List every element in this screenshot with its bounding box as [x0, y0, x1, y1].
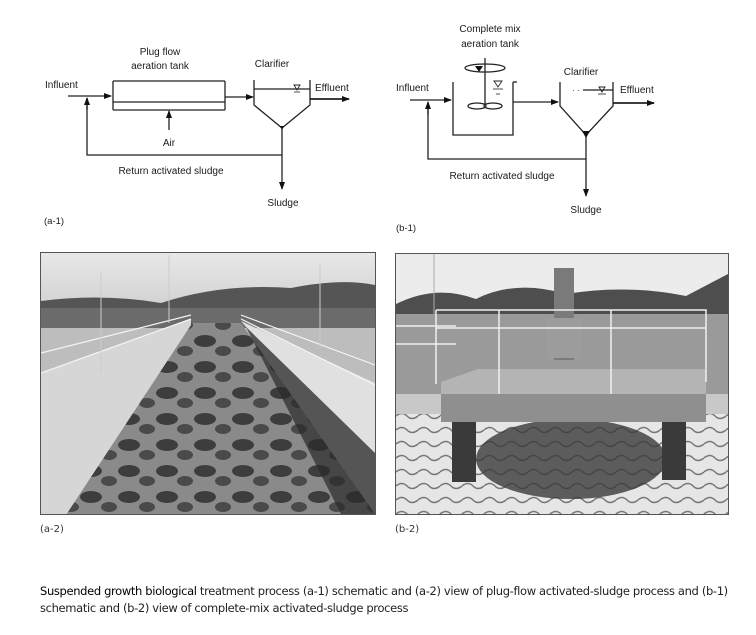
tank-label-line1: Plug flow — [139, 47, 181, 58]
clarifier-label: Clarifier — [254, 59, 290, 70]
svg-text:· ·: · · — [572, 86, 580, 95]
effluent-label: Effluent — [315, 83, 349, 94]
figure-caption — [40, 583, 730, 617]
sludge-label: Sludge — [570, 205, 602, 216]
tank-label-line1: Complete mix — [459, 24, 521, 35]
tank-label-line2: aeration tank — [131, 61, 189, 72]
sludge-label: Sludge — [267, 198, 299, 209]
photo-complete-mix-basin — [395, 253, 729, 515]
air-label: Air — [162, 138, 176, 149]
effluent-label: Effluent — [620, 85, 654, 96]
diagram-complete-mix-schematic — [378, 0, 756, 235]
caption-text: treatment process (a-1) schematic and (a-2) view of plug-flow activated-sludge process and (b-1) schematic and (b-2) view of complete-mix activated-sludge process — [40, 584, 728, 615]
panel-label-a2: (a-2) — [40, 524, 64, 535]
caption-lead: Suspended growth biological — [40, 584, 197, 598]
return-sludge-label: Return activated sludge — [449, 171, 555, 182]
influent-label: Influent — [45, 80, 78, 91]
panel-label-a1: (a-1) — [44, 216, 65, 227]
tank-label-line2: aeration tank — [461, 39, 519, 50]
clarifier-label: Clarifier — [563, 67, 599, 78]
diagram-plug-flow-schematic — [0, 0, 378, 235]
panel-label-b2: (b-2) — [395, 524, 420, 535]
return-sludge-label: Return activated sludge — [118, 166, 224, 177]
photo-plug-flow-basin — [40, 252, 376, 515]
influent-label: Influent — [396, 83, 429, 94]
panel-label-b1: (b-1) — [396, 223, 417, 234]
